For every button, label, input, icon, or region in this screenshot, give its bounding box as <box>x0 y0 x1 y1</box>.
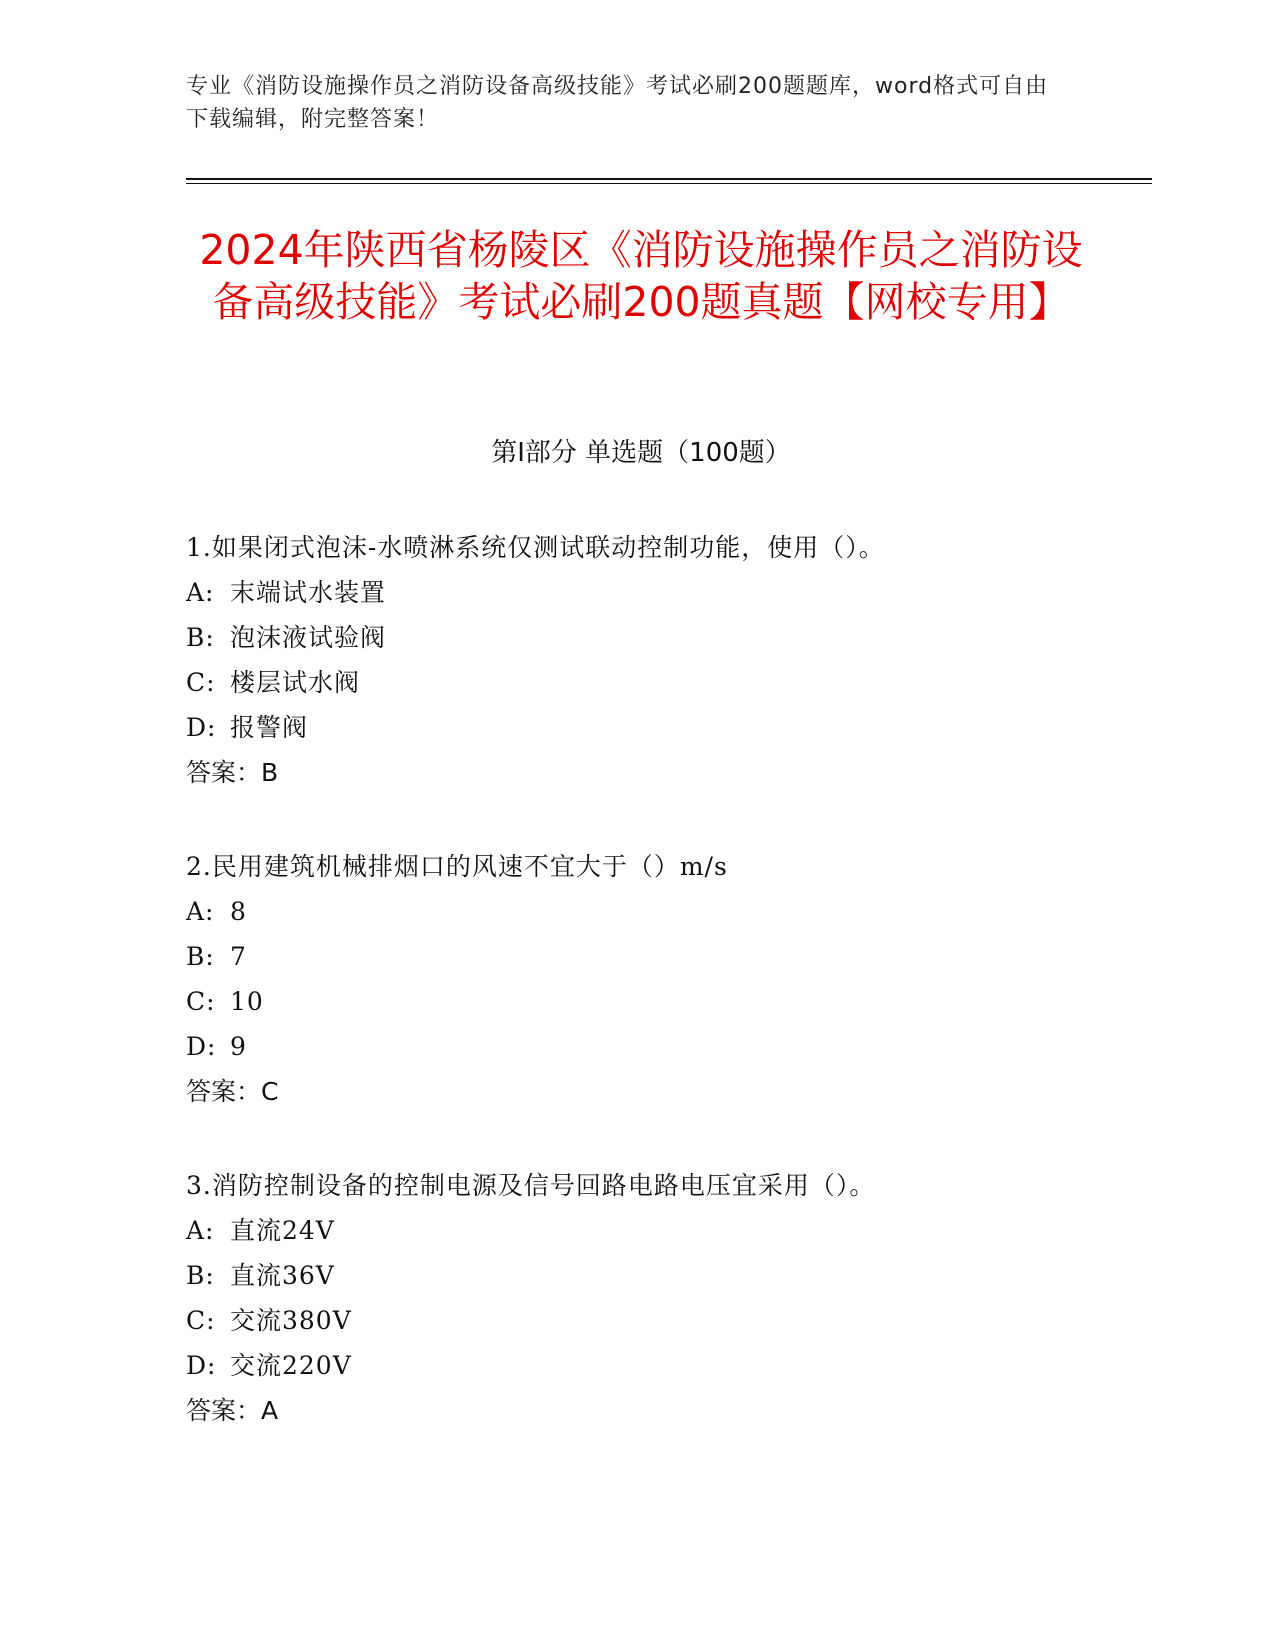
option-text: 交流220V <box>230 1351 352 1380</box>
option-key: B: <box>186 1261 215 1290</box>
option-key: A: <box>186 1216 215 1245</box>
option-text: 直流24V <box>230 1216 335 1245</box>
option-key: C: <box>186 668 216 697</box>
option-key: A: <box>186 578 215 607</box>
document-title: 2024年陕西省杨陵区《消防设施操作员之消防设备高级技能》考试必刷200题真题【网校专用】 <box>199 226 1083 326</box>
option-key: B: <box>186 623 215 652</box>
answer-line: 答案：B <box>186 758 279 787</box>
option-text: 8 <box>230 897 247 926</box>
question-stem: 1.如果闭式泡沫-水喷淋系统仅测试联动控制功能，使用（）。 <box>186 533 885 562</box>
header-note: 专业《消防设施操作员之消防设备高级技能》考试必刷200题题库，word格式可自由下载编辑，附完整答案！ <box>186 74 1049 132</box>
option-text: 9 <box>230 1032 247 1061</box>
answer-line: 答案：A <box>186 1396 279 1425</box>
option-key: D: <box>186 1351 217 1380</box>
option-key: A: <box>186 897 215 926</box>
option-a <box>186 570 1146 615</box>
option-a <box>186 889 1146 934</box>
option-key: C: <box>186 987 216 1016</box>
option-text: 7 <box>230 942 247 971</box>
option-b <box>186 615 1146 660</box>
question-block <box>186 1163 1146 1433</box>
option-text: 交流380V <box>230 1306 352 1335</box>
option-c <box>186 660 1146 705</box>
option-text: 末端试水装置 <box>230 578 387 607</box>
option-c <box>186 979 1146 1024</box>
question-block <box>186 844 1146 1114</box>
option-a <box>186 1208 1146 1253</box>
option-d <box>186 1024 1146 1069</box>
question-stem: 2.民用建筑机械排烟口的风速不宜大于（）m/s <box>186 852 728 881</box>
option-text: 10 <box>230 987 264 1016</box>
option-key: C: <box>186 1306 216 1335</box>
option-b <box>186 1253 1146 1298</box>
option-key: D: <box>186 1032 217 1061</box>
option-d <box>186 1343 1146 1388</box>
option-c <box>186 1298 1146 1343</box>
question-block <box>186 525 1146 795</box>
option-key: B: <box>186 942 215 971</box>
question-stem: 3.消防控制设备的控制电源及信号回路电路电压宜采用（）。 <box>186 1171 876 1200</box>
section-title: 第I部分 单选题（100题） <box>491 438 791 468</box>
answer-line: 答案：C <box>186 1077 279 1106</box>
option-text: 报警阀 <box>230 713 309 742</box>
option-b <box>186 934 1146 979</box>
option-text: 泡沫液试验阀 <box>230 623 387 652</box>
header-rule-thick <box>186 178 1152 180</box>
header-rule-thin <box>186 183 1152 184</box>
option-text: 直流36V <box>230 1261 335 1290</box>
option-key: D: <box>186 713 217 742</box>
option-text: 楼层试水阀 <box>230 668 361 697</box>
option-d <box>186 705 1146 750</box>
